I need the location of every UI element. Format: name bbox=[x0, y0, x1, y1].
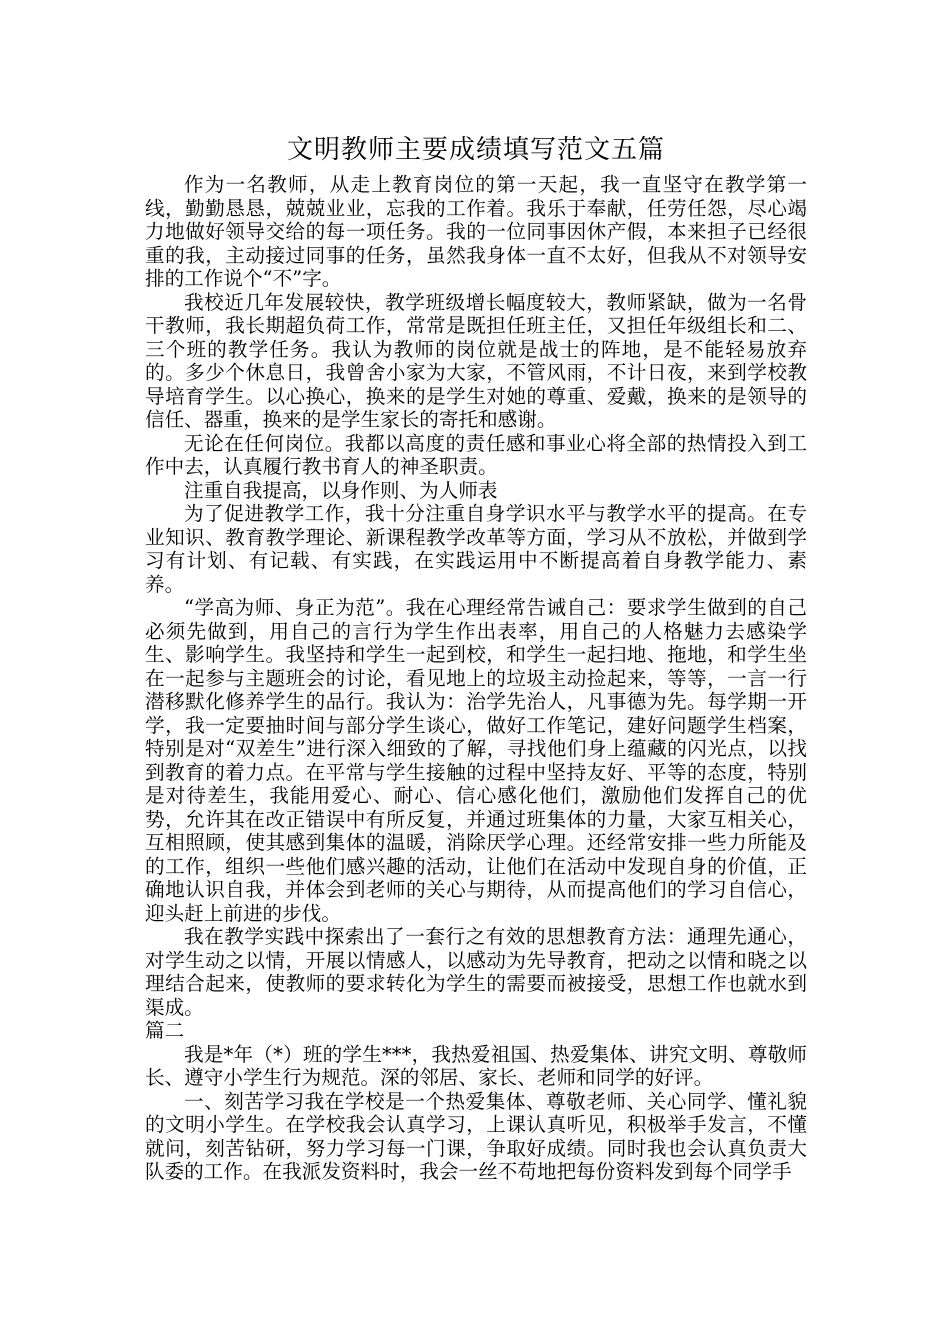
document-title: 文明教师主要成绩填写范文五篇 bbox=[286, 135, 665, 165]
paragraph-3: 无论在任何岗位。我都以高度的责任感和事业心将全部的热情投入到工作中去，认真履行教书育人的神圣职责。 bbox=[145, 431, 807, 478]
paragraph-5: 为了促进教学工作，我十分注重自身学识水平与教学水平的提高。在专业知识、教育教学理论、新课程教学改革等方面，学习从不放松，并做到学习有计划、有记载、有实践，在实践运用中不断提高着自身教学能力、素养。 bbox=[145, 502, 807, 596]
paragraph-10: 一、刻苦学习我在学校是一个热爱集体、尊敬老师、关心同学、懂礼貌的文明小学生。在学校我会认真学习，上课认真听见，积极举手发言，不懂就问，刻苦钻研，努力学习每一门课，争取好成绩。同时我也会认真负责大队委的工作。在我派发资料时，我会一丝不苟地把每份资料发到每个同学手 bbox=[145, 1089, 807, 1183]
section-heading-self-improvement: 注重自我提高，以身作则、为人师表 bbox=[184, 478, 498, 502]
paragraph-7: 我在教学实践中探索出了一套行之有效的思想教育方法：通理先通心，对学生动之以情，开展以情感人，以感动为先导教育，把动之以情和晓之以理结合起来，使教师的要求转化为学生的需要而被接受，思想工作也就水到渠成。 bbox=[145, 925, 807, 1019]
paragraph-6: “学高为师、身正为范”。我在心理经常告诫自己：要求学生做到的自己必须先做到，用自己的言行为学生作出表率，用自己的人格魅力去感染学生、影响学生。我坚持和学生一起到校，和学生一起扫地、拖地，和学生坐在一起参与主题班会的讨论，看见地上的垃圾主动捡起来，等等，一言一行潜移默化修养学生的品行。我认为：治学先治人，凡事德为先。每学期一开学，我一定要抽时间与部分学生谈心，做好工作笔记，建好问题学生档案，特别是对“双差生”进行深入细致的了解，寻找他们身上蕴藏的闪光点，以找到教育的着力点。在平常与学生接触的过程中坚持友好、平等的态度，特别是对待差生，我能用爱心、耐心、信心感化他们，激励他们发挥自己的优势，允许其在改正错误中有所反复，并通过班集体的力量，大家互相关心，互相照顾，使其感到集体的温暖，消除厌学心理。还经常安排一些力所能及的工作，组织一些他们感兴趣的活动，让他们在活动中发现自身的价值，正确地认识自我，并体会到老师的关心与期待，从而提高他们的学习自信心，迎头赶上前进的步伐。 bbox=[145, 596, 807, 925]
section-heading-part-two: 篇二 bbox=[145, 1019, 185, 1042]
paragraph-1: 作为一名教师，从走上教育岗位的第一天起，我一直坚守在教学第一线，勤勤恳恳，兢兢业业，忘我的工作着。我乐于奉献，任劳任怨，尽心竭力地做好领导交给的每一项任务。我的一位同事因休产假，本来担子已经很重的我，主动接过同事的任务，虽然我身体一直不太好，但我从不对领导安排的工作说个“不”字。 bbox=[145, 173, 807, 290]
paragraph-9: 我是*年（*）班的学生***，我热爱祖国、热爱集体、讲究文明、尊敬师长、遵守小学生行为规范。深的邻居、家长、老师和同学的好评。 bbox=[145, 1042, 807, 1089]
document-page bbox=[145, 133, 807, 1184]
paragraph-2: 我校近几年发展较快，教学班级增长幅度较大，教师紧缺，做为一名骨干教师，我长期超负荷工作，常常是既担任班主任，又担任年级组长和二、三个班的教学任务。我认为教师的岗位就是战士的阵地，是不能轻易放弃的。多少个休息日，我曾舍小家为大家，不管风雨，不计日夜，来到学校教导培育学生。以心换心，换来的是学生对她的尊重、爱戴，换来的是领导的信任、器重，换来的是学生家长的寄托和感谢。 bbox=[145, 290, 807, 431]
